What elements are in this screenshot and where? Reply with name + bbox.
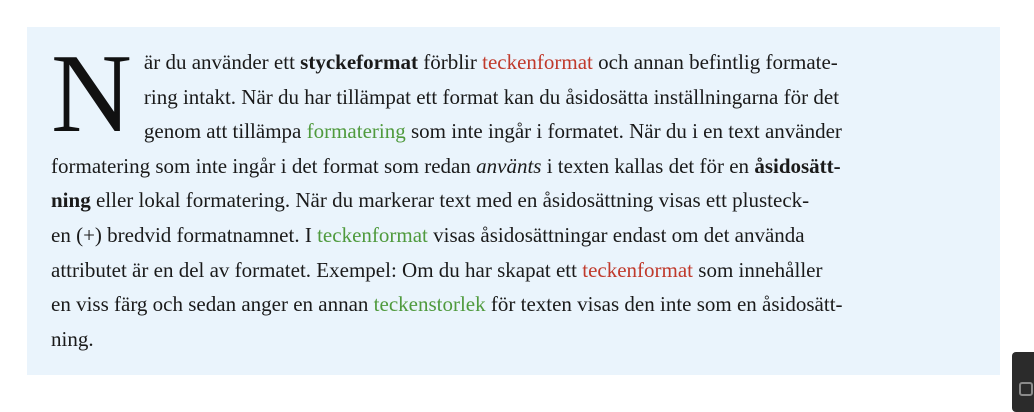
text-run: attributet är en del av formatet. Exempel: Om du har skapat ett	[51, 257, 583, 282]
link-formatering[interactable]: formatering	[306, 119, 406, 144]
text-run: en (+) bredvid formatnamnet. I	[51, 222, 318, 247]
link-teckenformat[interactable]: teckenformat	[482, 50, 593, 74]
bold-term-asidosattning-end: ning	[51, 188, 91, 213]
text-run: genom att tillämpa	[143, 119, 307, 144]
text-panel	[27, 27, 1000, 375]
bold-term-styckeformat: styckeformat	[300, 50, 418, 74]
text-line-5	[51, 183, 969, 218]
text-run: i texten kallas det för en	[541, 153, 755, 178]
text-line-7	[51, 253, 969, 288]
side-panel-tab[interactable]	[1012, 352, 1034, 412]
link-teckenstorlek[interactable]: teckenstorlek	[373, 292, 486, 317]
text-run: som innehåller	[693, 257, 823, 282]
text-line-9	[51, 322, 969, 357]
panel-handle-icon	[1019, 382, 1033, 396]
bold-term-asidosattning: åsidosätt-	[754, 153, 841, 178]
text-run: ring intakt. När du har tillämpat ett format kan du åsidosätta inställningarna för det	[143, 84, 840, 109]
text-run: visas åsidosättningar endast om det använda	[427, 222, 805, 247]
text-line-8	[51, 287, 969, 322]
drop-cap: N	[51, 32, 132, 156]
text-run: och annan befintlig formate-	[592, 50, 838, 74]
body-paragraph	[51, 32, 969, 356]
text-run: eller lokal formatering. När du markerar text med en åsidosättning visas ett plusteck-	[90, 188, 810, 213]
text-line-2	[51, 80, 969, 115]
text-run: en viss färg och sedan anger en annan	[51, 292, 374, 317]
text-line-6	[51, 218, 969, 253]
text-run: ning.	[51, 326, 94, 351]
text-line-1	[51, 45, 969, 80]
text-run: som inte ingår i formatet. När du i en text använder	[405, 119, 842, 144]
link-teckenformat-red[interactable]: teckenformat	[582, 257, 694, 282]
text-run: för texten visas den inte som en åsidosätt-	[485, 292, 843, 317]
italic-term-anvants: använts	[476, 153, 542, 178]
text-line-3	[51, 114, 969, 149]
text-run: formatering som inte ingår i det format som redan	[51, 153, 477, 178]
text-run: förblir	[417, 50, 483, 74]
text-line-4	[51, 149, 969, 184]
link-teckenformat-green[interactable]: teckenformat	[317, 222, 428, 247]
text-run: är du använder ett	[143, 50, 301, 74]
